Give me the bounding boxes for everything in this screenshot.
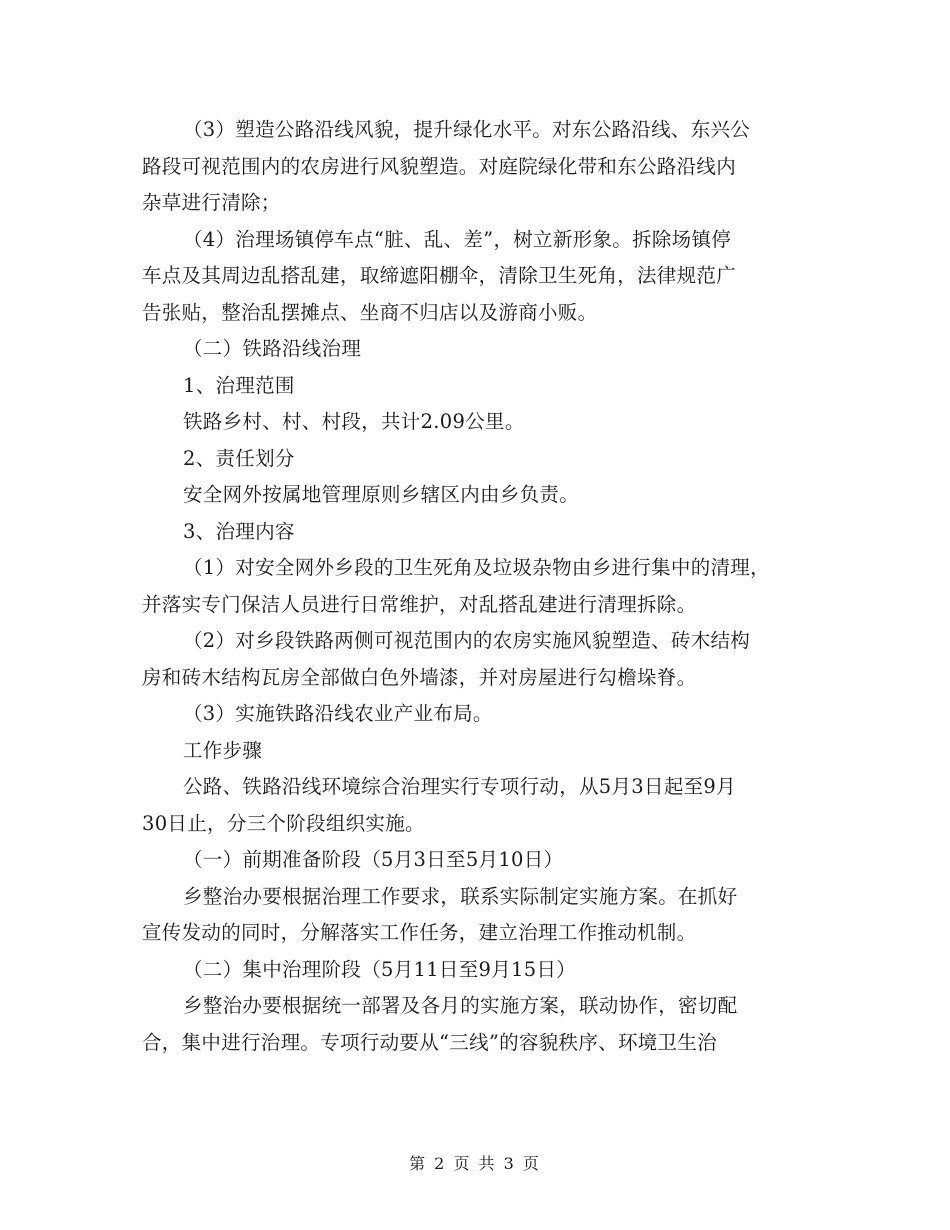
text-line: （二）集中治理阶段（5月11日至9月15日）	[183, 957, 577, 981]
text-line: 3、治理内容	[183, 519, 295, 543]
text-line: 并落实专门保洁人员进行日常维护，对乱搭乱建进行清理拆除。	[142, 592, 697, 616]
text-line: （二）铁路沿线治理	[183, 337, 362, 360]
text-line: 30日止，分三个阶段组织实施。	[142, 811, 425, 835]
text-line: 合，集中进行治理。专项行动要从“三线”的容貌秩序、环境卫生治	[142, 1030, 717, 1054]
text-line: （3）塑造公路沿线风貌，提升绿化水平。对东公路沿线、东兴公	[183, 118, 751, 141]
text-line: （一）前期准备阶段（5月3日至5月10日）	[183, 848, 564, 871]
text-line: （1）对安全网外乡段的卫生死角及垃圾杂物由乡进行集中的清理，	[183, 556, 770, 579]
page-footer: 第 2 页 共 3 页	[409, 1154, 541, 1173]
text-line: （2）对乡段铁路两侧可视范围内的农房实施风貌塑造、砖木结构	[183, 629, 751, 652]
text-line: 乡整治办要根据统一部署及各月的实施方案，联动协作，密切配	[183, 994, 738, 1017]
text-line: 铁路乡村、村、村段，共计2.09公里。	[183, 410, 525, 433]
text-line: 安全网外按属地管理原则乡辖区内由乡负责。	[183, 483, 580, 506]
text-line: 杂草进行清除；	[142, 191, 281, 214]
text-line: （4）治理场镇停车点“脏、乱、差”，树立新形象。拆除场镇停	[183, 227, 732, 251]
text-line: 告张贴，整治乱摆摊点、坐商不归店以及游商小贩。	[142, 300, 598, 324]
text-line: 工作步骤	[183, 738, 263, 762]
text-line: 房和砖木结构瓦房全部做白色外墙漆，并对房屋进行勾檐垛脊。	[142, 665, 697, 689]
text-line: 1、治理范围	[183, 373, 295, 397]
document-body	[142, 112, 822, 1061]
text-line: 宣传发动的同时，分解落实工作任务，建立治理工作推动机制。	[142, 921, 697, 944]
text-line: 公路、铁路沿线环境综合治理实行专项行动，从5月3日起至9月	[183, 775, 736, 798]
text-line: 路段可视范围内的农房进行风貌塑造。对庭院绿化带和东公路沿线内	[142, 154, 737, 178]
text-line: （3）实施铁路沿线农业产业布局。	[183, 702, 493, 725]
text-line: 2、责任划分	[183, 446, 295, 470]
text-line: 乡整治办要根据治理工作要求，联系实际制定实施方案。在抓好	[183, 884, 738, 908]
text-line: 车点及其周边乱搭乱建，取缔遮阳棚伞，清除卫生死角，法律规范广	[142, 264, 737, 287]
